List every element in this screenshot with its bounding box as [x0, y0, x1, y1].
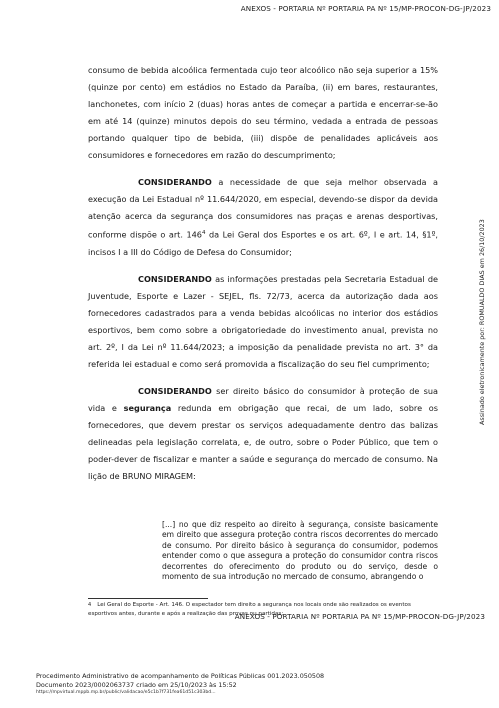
footnote-text: Lei Geral do Esporte - Art. 146. O espectador tem direito a segurança nos locais onde são realizados os eventos esportivos antes, durante e após a realização das provas ou partidas;	[88, 602, 411, 617]
footnote-rule	[88, 598, 208, 599]
paragraph-continuation: consumo de bebida alcoólica fermentada cujo teor alcoólico não seja superior a 15% (quinze por cento) em estádios no Estado da Paraíba, (ii) em bares, restaurantes, lanchonetes, com início 2 (duas) horas antes de começar a partida e encerrar-se-ão em até 14 (quinze) minutos depois do seu término, vedada a entrada de pessoas portando qualquer tipo de bebida, (iii) dispõe de penalidades aplicáveis aos consumidores e fornecedores em razão do descumprimento;	[88, 65, 438, 160]
paragraph-considerando-1: CONSIDERANDO a necessidade de que seja melhor observada a execução da Lei Estadual nº 11.644/2020, em especial, devendo-se dispor da devida atenção acerca da segurança dos consumidores nas praças e arenas desportivas, conforme dispõe o art. $146^4$ da Lei Geral dos Esportes e os art. 6º, I e art. 14, §1º, incisos I a III do Código de Defesa do Consumidor;	[88, 177, 439, 257]
block-quote: [...] no que diz respeito ao direito à segurança, consiste basicamente em direito que assegura proteção contra riscos decorrentes do mercado de consumo. Por direito básico à segurança do consumidor, podemos entender como o que assegura a proteção do consumidor contra riscos decorrentes do oferecimento do produto ou do serviço, desde o momento de sua introdução no mercado de consumo, abrangendo o	[162, 520, 438, 582]
signature-stamp: Assinado eletronicamente por: ROMUALDO DIAS em 26/10/2023	[478, 219, 486, 425]
page-footer	[36, 672, 324, 698]
paragraph-considerando-2: CONSIDERANDO as informações prestadas pela Secretaria Estadual de Juventude, Esporte e Lazer - SEJEL, fls. 72/73, acerca da autorização dada aos fornecedores cadastrados para a venda bebidas alcoólicas no interior dos estádios esportivos, bem como sobre a obrigatoriedade do investimento anual, prevista no art. 2º, I da Lei nº 11.644/2023; a imposição da penalidade prevista no art. 3° da referida lei estadual e como será promovida a fiscalização do seu fiel cumprimento;	[88, 273, 438, 369]
emphasis-seguranca: segurança	[123, 402, 172, 413]
page-header-repeat: ANEXOS - PORTARIA Nº PORTARIA PA Nº 15/MP-PROCON-DG-JP/2023	[234, 612, 485, 621]
footnote-number: 4	[88, 602, 92, 608]
page-header: ANEXOS - PORTARIA Nº PORTARIA PA Nº 15/MP-PROCON-DG-JP/2023	[240, 4, 491, 13]
footer-validation-link[interactable]: https://mpvirtual.mppb.mp.br/public/validacao/e5c1b7f731fea61d51c303bd...	[36, 690, 216, 696]
considerando-label: CONSIDERANDO	[138, 177, 212, 187]
footer-document: Documento 2023/0002063737 criado em 25/10/2023 às 15:52	[36, 680, 237, 689]
footnote-ref[interactable]: 4	[201, 230, 206, 236]
document-body	[88, 62, 438, 485]
considerando-label: CONSIDERANDO	[138, 385, 212, 396]
considerando-label: CONSIDERANDO	[138, 273, 212, 284]
paragraph-considerando-3: CONSIDERANDO ser direito básico do consumidor à proteção de sua vida e segurança redunda em obrigação que recai, de um lado, sobre os fornecedores, que devem prestar os serviços adequadamente dentro das balizas delineadas pela legislação correlata, e, de outro, sobre o Poder Público, que tem o poder-dever de fiscalizar e manter a saúde e segurança do mercado de consumo. Na lição de BRUNO MIRAGEM:	[88, 385, 439, 481]
footer-procedure: Procedimento Administrativo de acompanhamento de Políticas Públicas 001.2023.050508	[36, 672, 325, 680]
